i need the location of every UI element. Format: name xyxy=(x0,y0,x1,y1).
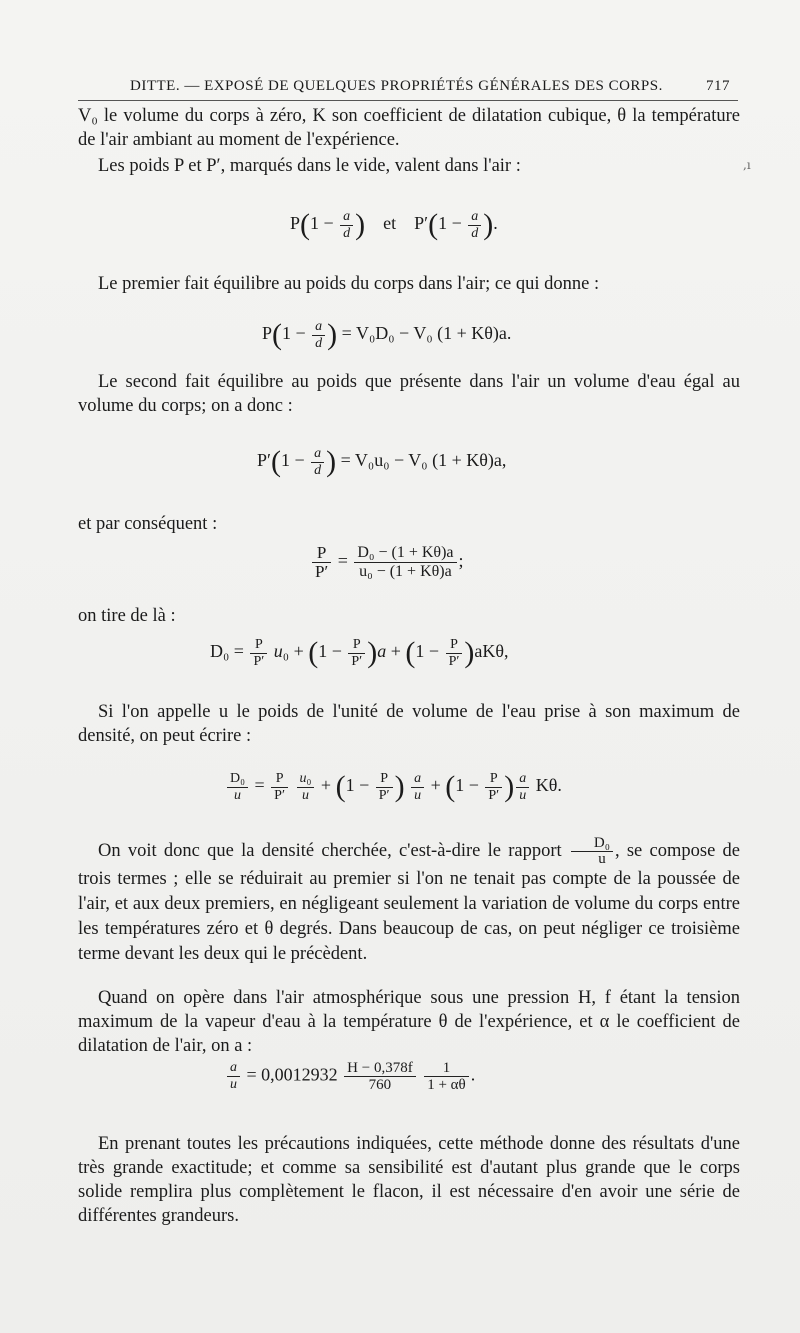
paragraph-8 xyxy=(78,836,740,967)
formula-5-tail: aKθ, xyxy=(474,641,509,662)
formula-6-tail: Kθ. xyxy=(535,775,562,796)
formula-4-num: D₀ − (1 + Kθ)a xyxy=(354,544,456,563)
paragraph-2: Les poids P et P′, marqués dans le vide, valent dans l'air : xyxy=(98,156,521,176)
formula-5: D₀ = $\frac{P}{P'}$ u₀ + (1 − $\frac{P}{P'}$ )a + (1 − $\frac{P}{P'}$ )aKθ, xyxy=(210,636,509,669)
formula-7-rhs: = 0,0012932 xyxy=(246,1064,338,1085)
formula-4-den: u₀ − (1 + Kθ)a xyxy=(359,563,452,580)
formula-1: P(1 − $\frac{a}{d}$ ) et P′(1 − $\frac{a}{d}$ ). xyxy=(290,208,498,241)
formula-7-num2: 1 xyxy=(424,1060,469,1077)
running-header xyxy=(130,78,730,95)
paragraph-1: V₀ le volume du corps à zéro, K son coefficient de dilatation cubique, θ la température de l'air ambiant au moment de l'expérience. xyxy=(78,106,740,150)
margin-mark: ,ı xyxy=(743,158,751,172)
paragraph-8-rest: , se compose de trois termes ; elle se réduirait au premier si l'on ne tenait pas compte de la poussée de l'air, et aux deux premiers, en négligeant seulement la variation de volume du corps entre les températures zéro et θ degrés. Dans beaucoup de cas, on peut négliger ce troisième terme devant les deux qui le précèdent. xyxy=(78,840,740,964)
paragraph-9: Quand on opère dans l'air atmosphérique sous une pression H, f étant la tension maximum de la vapeur d'eau à la température θ de l'expérience, et α le coefficient de dilatation de l'air, on a : xyxy=(78,988,740,1056)
header-title: DITTE. — EXPOSÉ DE QUELQUES PROPRIÉTÉS GÉNÉRALES DES CORPS. xyxy=(130,78,663,94)
paragraph-5: et par conséquent : xyxy=(78,514,218,534)
paragraph-6: on tire de là : xyxy=(78,606,176,626)
formula-7-num1: H − 0,378f xyxy=(344,1060,416,1077)
formula-7-den1: 760 xyxy=(368,1077,392,1093)
formula-7: $\frac{a}{u}$ = 0,0012932 $\frac{H - 0,378f}{760}$ $\frac{1}{1 + \alpha\theta}$ . xyxy=(225,1060,475,1093)
ratio-num: D₀ xyxy=(571,836,613,852)
formula-3: P′(1 − $\frac{a}{d}$ ) = V₀u₀ − V₀ (1 + Kθ)a, xyxy=(257,445,507,478)
formula-2: P(1 − $\frac{a}{d}$ ) = V₀D₀ − V₀ (1 + Kθ)a. xyxy=(262,318,512,351)
formula-6: $\frac{\text{D₀}}{u}$ = $\frac{P}{P'}$ $\frac{\text{u₀}}{u}$ + (1 − $\frac{P}{P'}$ ) $\frac{a}{u}$ + (1 − $\frac{P}{P'}$ ) $\frac{a}{u}$ Kθ. xyxy=(225,770,562,804)
ratio-den: u xyxy=(598,851,606,867)
paragraph-10: En prenant toutes les précautions indiquées, cette méthode donne des résultats d'une très grande exactitude; et comme sa sensibilité est d'autant plus grande que le corps solide remplira plus complètement le flacon, il est nécessaire d'en avoir une série de différentes grandeurs. xyxy=(78,1134,740,1226)
formula-4: $\frac{P}{P'}$ = $\frac{\text{D₀ − (1 + Kθ)a}}{\text{u₀ − (1 + Kθ)a}}$ ; xyxy=(310,544,464,581)
formula-7-den2: 1 + αθ xyxy=(427,1077,466,1093)
formula-3-rhs: = V₀u₀ − V₀ (1 + Kθ)a, xyxy=(340,450,507,471)
paragraph-4: Le second fait équilibre au poids que présente dans l'air un volume d'eau égal au volume du corps; on a donc : xyxy=(78,372,740,416)
paragraph-8-start: On voit donc que la densité cherchée, c'est-à-dire le rapport xyxy=(98,840,562,861)
paragraph-3: Le premier fait équilibre au poids du corps dans l'air; ce qui donne : xyxy=(98,274,600,294)
formula-2-rhs: = V₀D₀ − V₀ (1 + Kθ)a. xyxy=(341,323,512,344)
formula-5-lhs: D₀ = xyxy=(210,641,244,662)
header-rule xyxy=(78,100,738,101)
page-number: 717 xyxy=(706,78,730,94)
paragraph-7: Si l'on appelle u le poids de l'unité de volume de l'eau prise à son maximum de densité, on peut écrire : xyxy=(78,702,740,746)
formula-1-sep: et xyxy=(383,213,397,234)
